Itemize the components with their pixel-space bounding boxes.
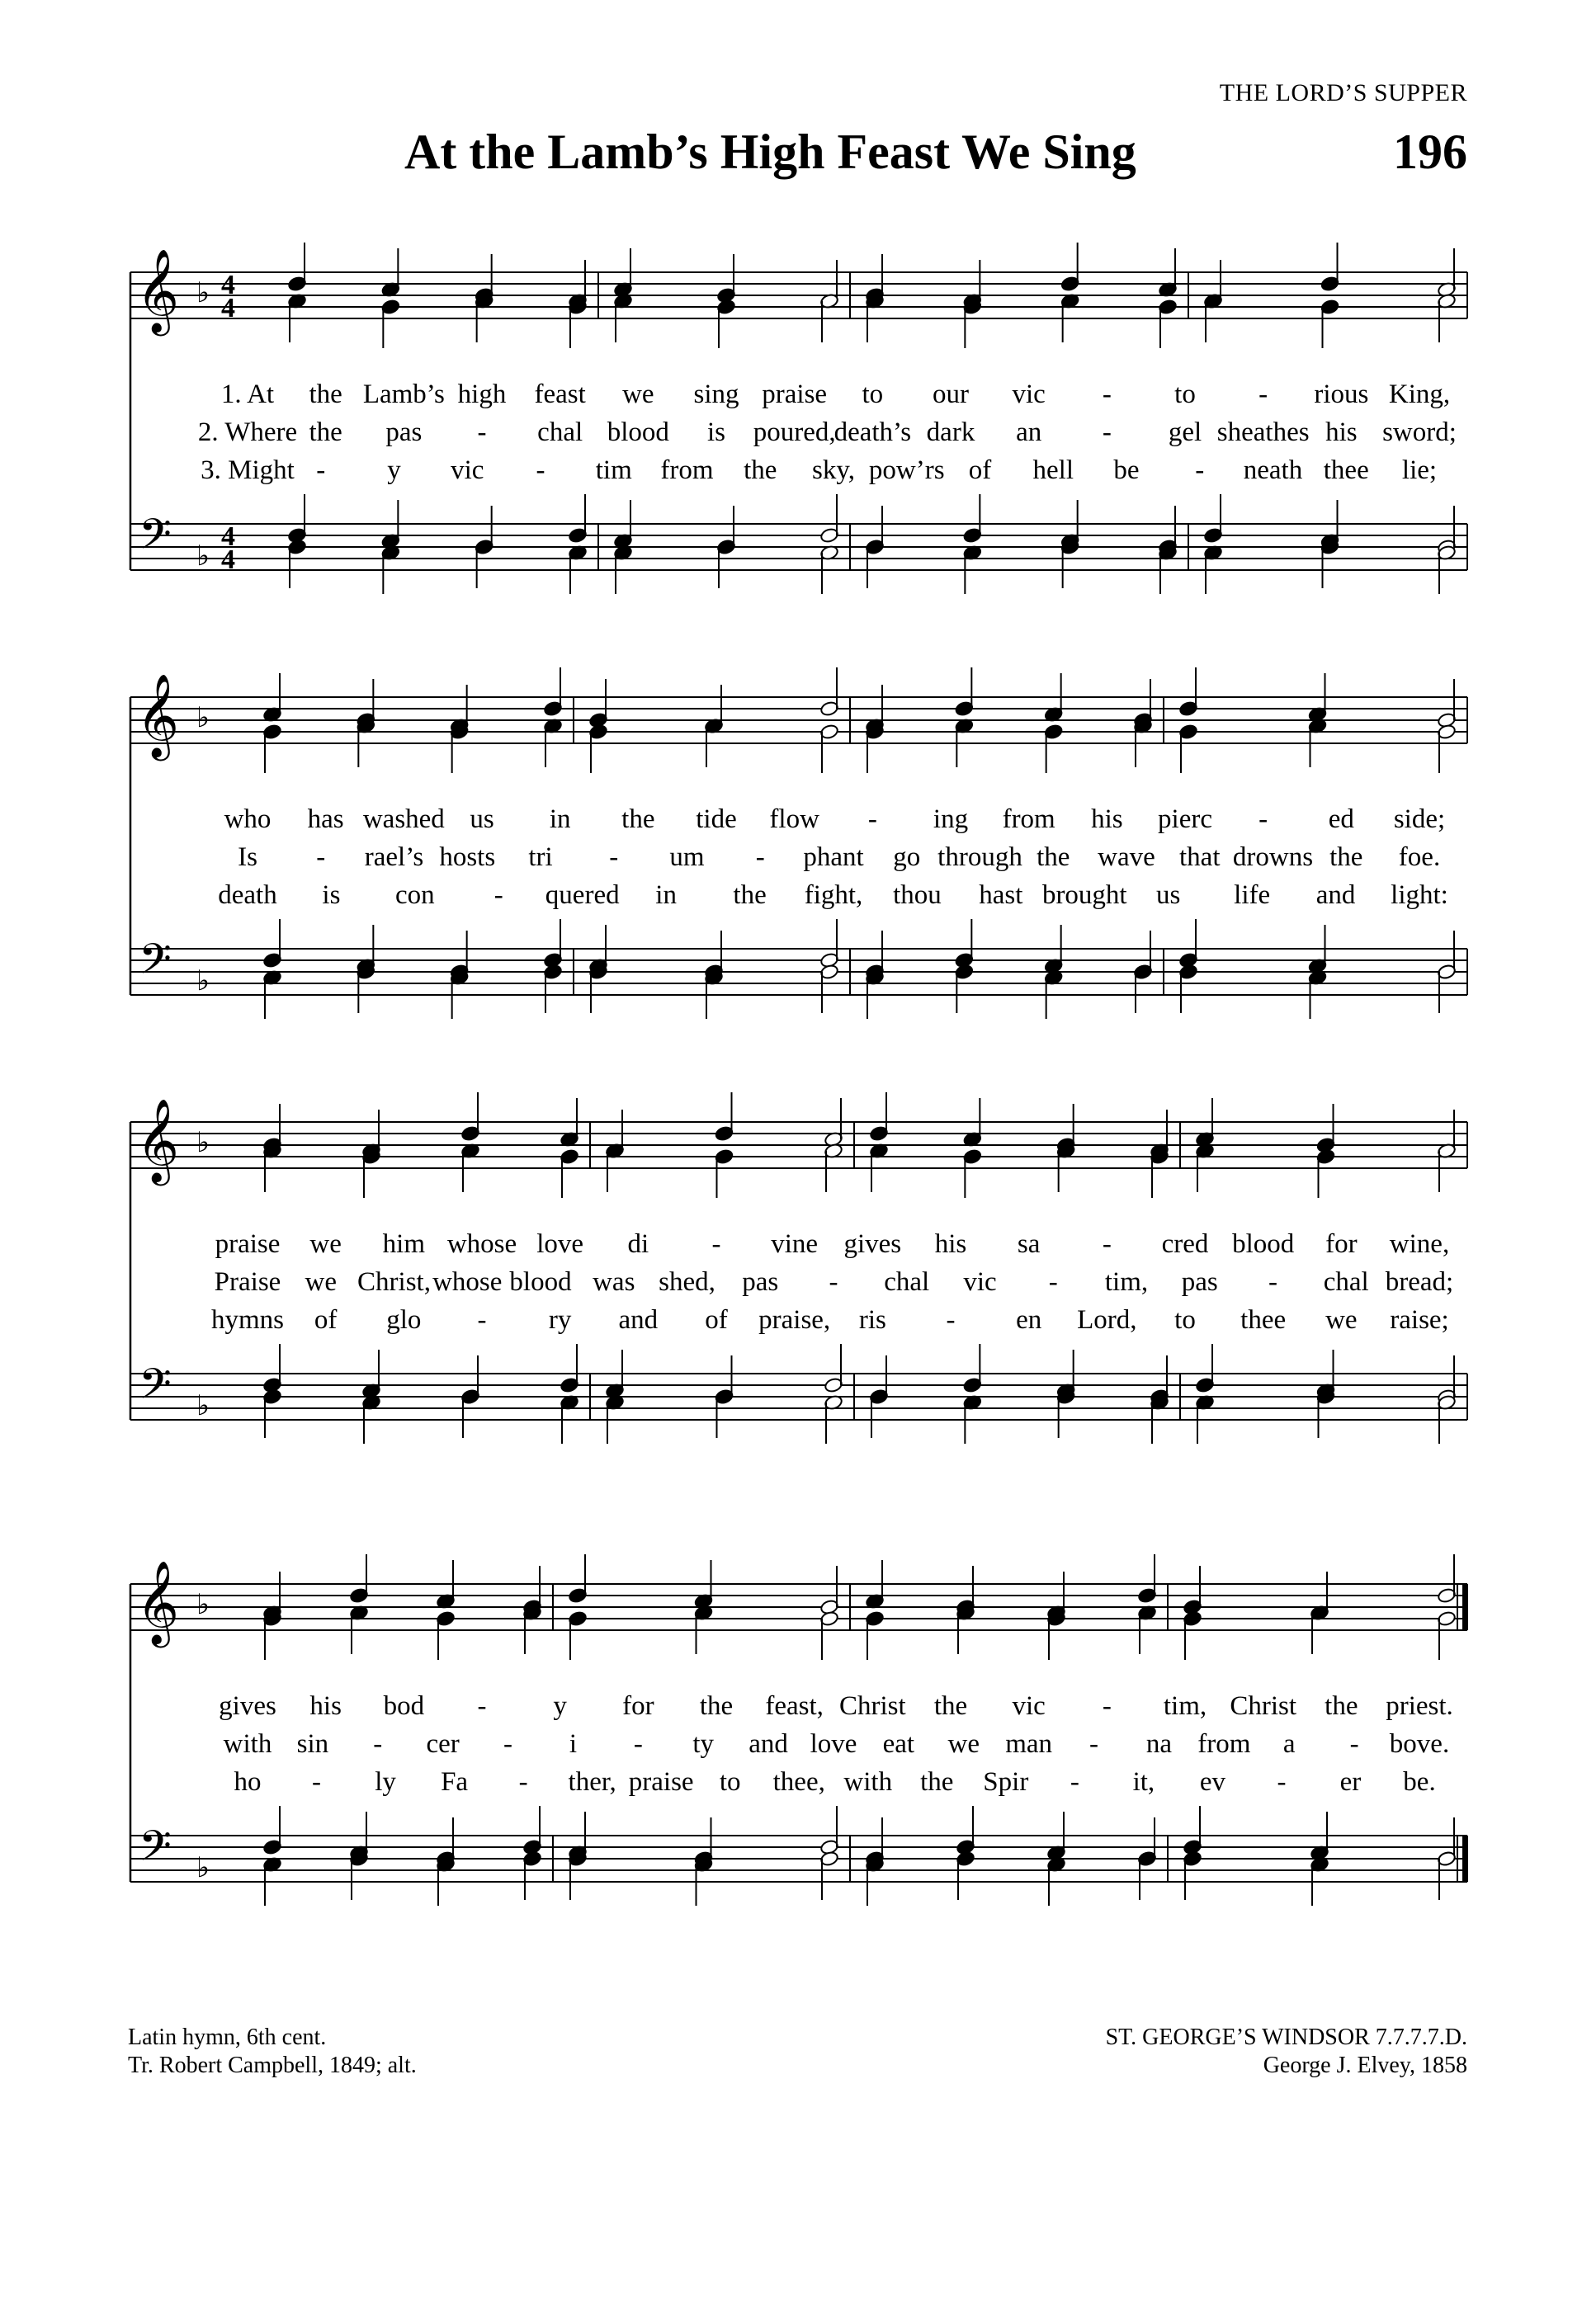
lyric-syllable: ed <box>1328 804 1354 834</box>
lyric-syllable: him <box>382 1229 425 1259</box>
lyric-syllable: in <box>549 804 571 834</box>
lyric-syllable: pas <box>385 417 423 447</box>
lyric-syllable: it, <box>1132 1767 1155 1797</box>
lyric-syllable: phant <box>803 842 864 872</box>
lyric-syllable: - <box>755 842 765 872</box>
lyric-syllable: bove. <box>1389 1729 1450 1759</box>
lyric-syllable: - <box>1089 1729 1099 1759</box>
lyric-syllable: feast, <box>765 1691 824 1721</box>
lyric-syllable: tim <box>595 455 632 485</box>
lyric-syllable: tim, <box>1163 1691 1207 1721</box>
time-signature: 4 <box>221 521 235 552</box>
lyric-syllable: to <box>719 1767 741 1797</box>
lyric-syllable: 1. At <box>220 379 275 409</box>
lyric-syllable: death <box>218 880 277 910</box>
lyric-syllable: - <box>493 880 503 910</box>
lyric-syllable: er <box>1339 1767 1362 1797</box>
lyric-syllable: side; <box>1393 804 1446 834</box>
lyric-syllable: his <box>934 1229 967 1259</box>
lyric-syllable: poured, <box>753 417 836 447</box>
bass-clef-icon: 𝄢 <box>139 509 172 569</box>
lyric-syllable: chal <box>1323 1267 1369 1297</box>
lyric-syllable: the <box>699 1691 734 1721</box>
bass-clef-icon: 𝄢 <box>139 1359 172 1419</box>
lyric-syllable: high <box>457 379 507 409</box>
lyric-syllable: cred <box>1161 1229 1209 1259</box>
lyric-syllable: for <box>622 1691 654 1721</box>
lyric-syllable: to <box>1174 379 1196 409</box>
lyric-syllable: the <box>309 417 342 447</box>
lyric-syllable: praise <box>628 1767 694 1797</box>
lyric-syllable: death’s <box>834 417 912 447</box>
lyric-syllable: priest. <box>1386 1691 1453 1721</box>
lyric-syllable: Christ <box>1230 1691 1296 1721</box>
lyric-syllable: the <box>920 1767 954 1797</box>
lyric-syllable: lie; <box>1401 455 1438 485</box>
lyric-syllable: whose <box>432 1267 503 1297</box>
lyric-syllable: ev <box>1199 1767 1225 1797</box>
lyric-syllable: the <box>733 880 767 910</box>
flat-icon: ♭ <box>196 1588 210 1621</box>
hymn-title: At the Lamb’s High Feast We Sing <box>404 125 1136 179</box>
lyric-syllable: drowns <box>1232 842 1314 872</box>
translator: Tr. Robert Campbell, 1849; alt. <box>128 2053 417 2078</box>
music-system <box>0 239 1582 627</box>
lyric-syllable: Lamb’s <box>362 379 445 409</box>
lyric-syllable: - <box>477 1691 487 1721</box>
lyric-syllable: - <box>1102 417 1112 447</box>
lyric-syllable: vic <box>963 1267 997 1297</box>
lyric-syllable: his <box>309 1691 342 1721</box>
flat-icon: ♭ <box>196 1851 210 1884</box>
lyric-syllable: dark <box>926 417 975 447</box>
lyric-syllable: di <box>627 1229 649 1259</box>
lyric-syllable: bread; <box>1385 1267 1454 1297</box>
lyric-syllable: hosts <box>439 842 496 872</box>
lyric-syllable: 3. Might <box>201 455 295 485</box>
time-signature: 4 <box>221 293 235 323</box>
treble-staff <box>130 272 1467 318</box>
lyric-syllable: the <box>309 379 342 409</box>
lyric-syllable: blood <box>509 1267 572 1297</box>
lyric-syllable: sword; <box>1382 417 1457 447</box>
lyric-syllable: ty <box>692 1729 715 1759</box>
lyric-syllable: sky, <box>812 455 855 485</box>
lyric-syllable: the <box>744 455 777 485</box>
lyric-syllable: y <box>387 455 401 485</box>
flat-icon: ♭ <box>196 964 210 997</box>
treble-clef-icon: 𝄞 <box>136 1097 180 1182</box>
lyric-syllable: and <box>748 1729 788 1759</box>
lyric-syllable: was <box>593 1267 635 1297</box>
lyric-syllable: flow <box>769 804 819 834</box>
lyric-syllable: - <box>503 1729 513 1759</box>
text-source: Latin hymn, 6th cent. <box>128 2025 327 2050</box>
flat-icon: ♭ <box>196 540 210 573</box>
lyric-syllable: Christ <box>838 1691 906 1721</box>
lyric-syllable: ry <box>548 1305 572 1335</box>
lyric-syllable: chal <box>884 1267 930 1297</box>
section-label: THE LORD’S SUPPER <box>1219 79 1467 106</box>
lyric-syllable: con <box>395 880 435 910</box>
lyric-syllable: - <box>1195 455 1205 485</box>
lyric-syllable: - <box>316 842 326 872</box>
lyric-syllable: the <box>1329 842 1363 872</box>
lyric-syllable: Is <box>238 842 257 872</box>
lyric-syllable: from <box>1002 804 1055 834</box>
lyric-syllable: - <box>946 1305 956 1335</box>
lyric-syllable: - <box>609 842 619 872</box>
treble-clef-icon: 𝄞 <box>136 672 180 757</box>
final-barline <box>1462 1836 1468 1882</box>
lyric-syllable: gives <box>843 1229 902 1259</box>
lyric-syllable: brought <box>1041 880 1127 910</box>
lyric-syllable: blood <box>607 417 669 447</box>
time-signature: 4 <box>221 544 235 575</box>
lyric-syllable: the <box>1325 1691 1358 1721</box>
lyric-syllable: hell <box>1032 455 1074 485</box>
lyric-syllable: Lord, <box>1077 1305 1137 1335</box>
lyric-syllable: shed, <box>659 1267 715 1297</box>
lyric-syllable: of <box>705 1305 728 1335</box>
lyric-syllable: vic <box>1012 1691 1046 1721</box>
lyric-syllable: tide <box>696 804 737 834</box>
lyric-syllable: King, <box>1388 379 1451 409</box>
lyric-syllable: sa <box>1017 1229 1041 1259</box>
lyric-syllable: - <box>633 1729 643 1759</box>
treble-staff <box>130 1122 1467 1168</box>
lyric-syllable: - <box>1102 1229 1112 1259</box>
lyric-syllable: gel <box>1168 417 1202 447</box>
lyric-syllable: raise; <box>1390 1305 1449 1335</box>
lyric-syllable: vic <box>1012 379 1046 409</box>
lyric-syllable: - <box>1268 1267 1277 1297</box>
music-system <box>0 1551 1582 1939</box>
lyric-syllable: washed <box>362 804 445 834</box>
lyric-syllable: tri <box>528 842 553 872</box>
lyric-syllable: Christ, <box>357 1267 431 1297</box>
lyric-syllable: love <box>536 1229 584 1259</box>
lyric-syllable: Fa <box>441 1767 469 1797</box>
lyric-syllable: the <box>1037 842 1070 872</box>
music-system <box>0 1089 1582 1477</box>
lyric-syllable: cer <box>426 1729 460 1759</box>
text-credits <box>128 2024 417 2080</box>
lyric-syllable: - <box>536 455 545 485</box>
lyric-syllable: ly <box>375 1767 396 1797</box>
lyric-syllable: - <box>867 804 877 834</box>
lyric-syllable: of <box>314 1305 338 1335</box>
music-system <box>0 664 1582 1052</box>
lyric-syllable: - <box>477 417 487 447</box>
lyric-syllable: thee <box>1240 1305 1287 1335</box>
lyric-syllable: 2. Where <box>197 417 298 447</box>
lyric-syllable: pas <box>742 1267 779 1297</box>
tune-credits <box>1106 2024 1467 2080</box>
lyric-syllable: us <box>1156 880 1181 910</box>
treble-staff <box>130 1584 1467 1630</box>
lyric-syllable: his <box>1325 417 1358 447</box>
lyric-syllable: go <box>893 842 921 872</box>
lyric-syllable: quered <box>545 880 620 910</box>
lyric-syllable: we <box>305 1267 337 1297</box>
bass-clef-icon: 𝄢 <box>139 1821 172 1881</box>
lyric-syllable: the <box>621 804 655 834</box>
lyric-syllable: our <box>933 379 969 409</box>
composer: George J. Elvey, 1858 <box>1263 2053 1467 2078</box>
lyric-syllable: Spir <box>983 1767 1029 1797</box>
lyric-syllable: whose <box>446 1229 517 1259</box>
lyric-syllable: tim, <box>1104 1267 1149 1297</box>
lyric-syllable: pierc <box>1158 804 1212 834</box>
bass-staff <box>130 949 1467 995</box>
lyric-syllable: sheathes <box>1216 417 1310 447</box>
lyric-syllable: be <box>1113 455 1140 485</box>
lyric-syllable: um <box>669 842 705 872</box>
lyric-syllable: - <box>829 1267 838 1297</box>
lyric-syllable: eat <box>882 1729 915 1759</box>
time-signature: 4 <box>221 270 235 300</box>
flat-icon: ♭ <box>196 701 210 734</box>
lyric-syllable: with <box>223 1729 272 1759</box>
lyric-syllable: ing <box>933 804 969 834</box>
lyric-syllable: a <box>1282 1729 1296 1759</box>
lyric-syllable: and <box>618 1305 659 1335</box>
lyric-syllable: hast <box>979 880 1023 910</box>
lyric-syllable: and <box>1315 880 1356 910</box>
lyric-syllable: that <box>1179 842 1221 872</box>
lyric-syllable: bod <box>383 1691 425 1721</box>
lyric-syllable: - <box>711 1229 721 1259</box>
bass-staff <box>130 1836 1467 1882</box>
lyric-syllable: to <box>1174 1305 1196 1335</box>
tune-name: ST. GEORGE’S WINDSOR 7.7.7.7.D. <box>1105 2025 1467 2050</box>
lyric-syllable: us <box>470 804 494 834</box>
lyric-syllable: who <box>224 804 272 834</box>
lyric-syllable: from <box>1197 1729 1251 1759</box>
lyric-syllable: y <box>553 1691 567 1721</box>
lyric-syllable: wine, <box>1389 1229 1450 1259</box>
lyric-syllable: rious <box>1314 379 1369 409</box>
lyric-syllable: is <box>706 417 726 447</box>
lyric-syllable: hymns <box>210 1305 285 1335</box>
lyric-syllable: through <box>937 842 1022 872</box>
lyric-syllable: - <box>1102 379 1112 409</box>
lyric-syllable: we <box>947 1729 980 1759</box>
lyric-syllable: na <box>1145 1729 1173 1759</box>
lyric-syllable: blood <box>1232 1229 1295 1259</box>
lyric-syllable: in <box>655 880 677 910</box>
flat-icon: ♭ <box>196 1126 210 1159</box>
lyric-syllable: of <box>968 455 992 485</box>
treble-clef-icon: 𝄞 <box>136 1559 180 1644</box>
lyric-syllable: - <box>1048 1267 1058 1297</box>
lyric-syllable: we <box>309 1229 342 1259</box>
lyric-syllable: the <box>933 1691 968 1721</box>
lyric-syllable: is <box>322 880 341 910</box>
bass-clef-icon: 𝄢 <box>139 934 172 994</box>
lyric-syllable: praise <box>762 379 828 409</box>
final-barline <box>1462 1584 1468 1630</box>
lyric-syllable: ris <box>858 1305 886 1335</box>
lyric-syllable: - <box>1259 804 1268 834</box>
lyric-syllable: thee <box>1323 455 1369 485</box>
lyric-syllable: be. <box>1403 1767 1436 1797</box>
bass-staff <box>130 1374 1467 1420</box>
lyric-syllable: - <box>477 1305 487 1335</box>
lyric-syllable: his <box>1091 804 1123 834</box>
lyric-syllable: foe. <box>1398 842 1441 872</box>
lyric-syllable: thou <box>893 880 942 910</box>
lyric-syllable: for <box>1325 1229 1358 1259</box>
lyric-syllable: has <box>307 804 344 834</box>
lyric-syllable: ther, <box>568 1767 616 1797</box>
lyric-syllable: Praise <box>214 1267 281 1297</box>
lyric-syllable: - <box>312 1767 322 1797</box>
lyric-syllable: en <box>1016 1305 1042 1335</box>
lyric-syllable: thee, <box>772 1767 825 1797</box>
lyric-syllable: with <box>843 1767 893 1797</box>
lyric-syllable: light: <box>1391 880 1448 910</box>
lyric-syllable: i <box>569 1729 578 1759</box>
lyric-syllable: feast <box>534 379 586 409</box>
flat-icon: ♭ <box>196 1389 210 1422</box>
lyric-syllable: - <box>1277 1767 1287 1797</box>
lyric-syllable: pas <box>1181 1267 1218 1297</box>
lyric-syllable: gives <box>219 1691 276 1721</box>
lyric-syllable: to <box>862 379 884 409</box>
lyric-syllable: praise <box>215 1229 281 1259</box>
lyric-syllable: sing <box>693 379 739 409</box>
treble-clef-icon: 𝄞 <box>136 247 180 332</box>
lyric-syllable: from <box>660 455 714 485</box>
lyric-syllable: - <box>518 1767 528 1797</box>
lyric-syllable: - <box>1349 1729 1359 1759</box>
lyric-syllable: chal <box>537 417 583 447</box>
lyric-syllable: an <box>1016 417 1042 447</box>
lyric-syllable: we <box>1325 1305 1358 1335</box>
lyric-syllable: neath <box>1243 455 1303 485</box>
lyric-syllable: life <box>1234 880 1271 910</box>
lyric-syllable: - <box>1259 379 1268 409</box>
lyric-syllable: fight, <box>804 880 863 910</box>
bass-staff <box>130 524 1467 570</box>
lyric-syllable: - <box>1070 1767 1079 1797</box>
treble-staff <box>130 697 1467 743</box>
lyric-syllable: ho <box>234 1767 262 1797</box>
lyric-syllable: wave <box>1098 842 1155 872</box>
lyric-syllable: glo <box>386 1305 422 1335</box>
lyric-syllable: vic <box>451 455 484 485</box>
lyric-syllable: sin <box>296 1729 329 1759</box>
lyric-syllable: rael’s <box>364 842 424 872</box>
lyric-syllable: man <box>1005 1729 1053 1759</box>
lyric-syllable: - <box>1102 1691 1112 1721</box>
hymn-number: 196 <box>1393 125 1467 179</box>
lyric-syllable: - <box>373 1729 383 1759</box>
lyric-syllable: love <box>810 1729 857 1759</box>
lyric-syllable: pow’rs <box>868 455 945 485</box>
lyric-syllable: praise, <box>758 1305 831 1335</box>
lyric-syllable: - <box>316 455 326 485</box>
flat-icon: ♭ <box>196 276 210 309</box>
lyric-syllable: we <box>622 379 654 409</box>
lyric-syllable: vine <box>771 1229 819 1259</box>
